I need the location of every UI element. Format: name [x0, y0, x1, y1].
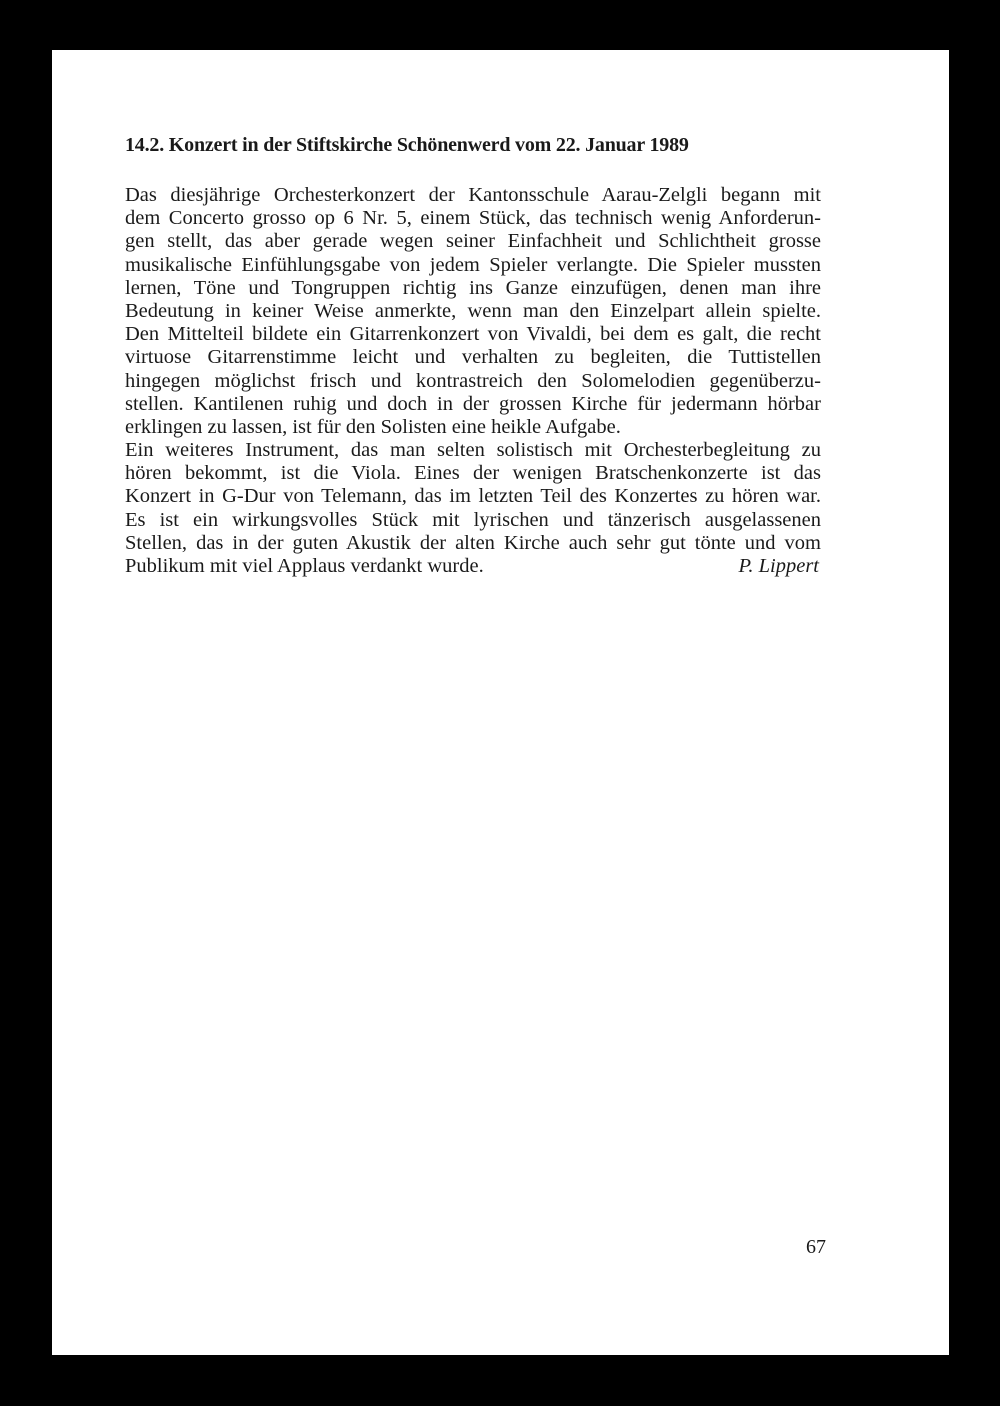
- final-line: [125, 555, 821, 578]
- document-page: [52, 50, 949, 1355]
- text-line: Den Mittelteil bildete ein Gitarrenkonzert von Vivaldi, bei dem es galt, die recht: [125, 323, 821, 346]
- text-line: hingegen möglichst frisch und kontrastreich den Solomelodien gegenüberzu-: [125, 369, 821, 392]
- text-line: Stellen, das in der guten Akustik der alten Kirche auch sehr gut tönte und vom: [125, 531, 821, 554]
- page-number: 67: [806, 1236, 826, 1258]
- text-line: lernen, Töne und Tongruppen richtig ins Ganze einzufügen, denen man ihre: [125, 276, 821, 299]
- text-line: Konzert in G-Dur von Telemann, das im letzten Teil des Konzertes zu hören war.: [125, 485, 821, 508]
- text-line: Das diesjährige Orchesterkonzert der Kantonsschule Aarau-Zelgli begann mit: [125, 184, 821, 206]
- author-signature: P. Lippert: [738, 555, 819, 577]
- text-line: musikalische Einfühlungsgabe von jedem Spieler verlangte. Die Spieler mussten: [125, 253, 821, 276]
- text-line: virtuose Gitarrenstimme leicht und verhalten zu begleiten, die Tuttistellen: [125, 346, 821, 369]
- text-line: hören bekommt, ist die Viola. Eines der wenigen Bratschenkonzerte ist das: [125, 462, 821, 485]
- text-line: Publikum mit viel Applaus verdankt wurde.: [125, 555, 484, 577]
- text-line: stellen. Kantilenen ruhig und doch in der grossen Kirche für jedermann hörbar: [125, 392, 821, 415]
- article-body: [125, 184, 821, 578]
- article: [125, 132, 821, 578]
- article-heading: 14.2. Konzert in der Stiftskirche Schönenwerd vom 22. Januar 1989: [125, 134, 689, 156]
- text-line: Es ist ein wirkungsvolles Stück mit lyrischen und tänzerisch ausgelassenen: [125, 508, 821, 531]
- text-line: dem Concerto grosso op 6 Nr. 5, einem Stück, das technisch wenig Anforderun-: [125, 207, 821, 230]
- text-line: gen stellt, das aber gerade wegen seiner Einfachheit und Schlichtheit grosse: [125, 230, 821, 253]
- text-line: erklingen zu lassen, ist für den Solisten eine heikle Aufgabe.: [125, 415, 621, 438]
- text-line: Bedeutung in keiner Weise anmerkte, wenn man den Einzelpart allein spielte.: [125, 299, 821, 322]
- text-line: Ein weiteres Instrument, das man selten solistisch mit Orchesterbegleitung zu: [125, 439, 821, 462]
